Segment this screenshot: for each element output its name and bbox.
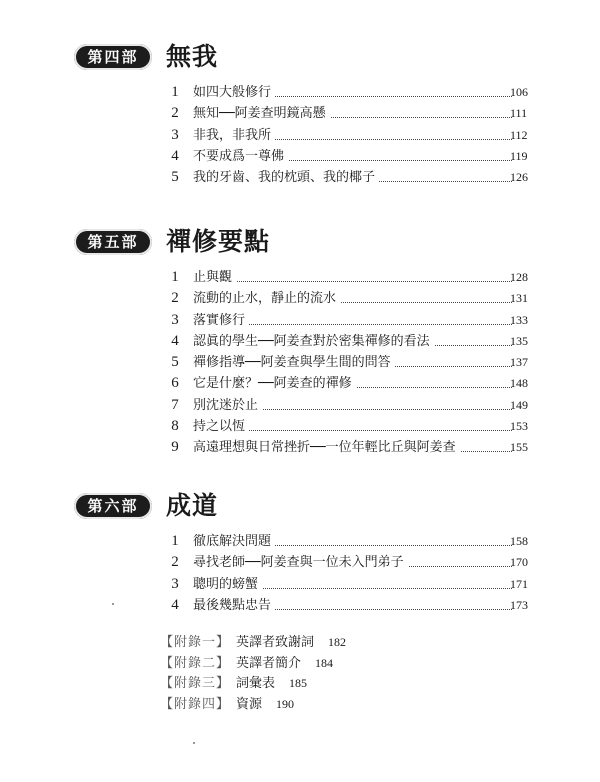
entry-title: 持之以恆 (193, 419, 249, 434)
entry-page: 173 (510, 597, 528, 612)
appendix-label: 【附錄四】 (160, 696, 231, 712)
entry-title: 落實修行 (193, 313, 249, 328)
appendix-title: 詞彙表 (236, 676, 276, 691)
appendix-label: 【附錄二】 (160, 655, 231, 671)
entry-page: 131 (510, 291, 528, 306)
entry-page: 158 (510, 534, 528, 548)
entry-title: 流動的止水，靜止的流水 (193, 291, 340, 306)
entry-title: 禪修指導──阿姜查與學生間的問答 (193, 355, 395, 370)
toc-entry[interactable] (0, 267, 600, 288)
entry-page: 126 (510, 170, 528, 185)
appendix-title: 英譯者致謝詞 (236, 635, 315, 650)
toc-entry[interactable] (0, 416, 600, 437)
entry-page: 112 (510, 127, 528, 142)
entry-title: 如四大般修行 (193, 85, 275, 100)
toc-entry[interactable] (0, 288, 600, 309)
entry-number: 5 (171, 354, 179, 371)
appendix-page: 185 (289, 676, 308, 690)
entry-title: 不要成爲一尊佛 (193, 149, 288, 164)
entry-number: 9 (171, 439, 179, 456)
appendix-entry[interactable] (160, 673, 520, 694)
entry-number: 4 (171, 596, 179, 613)
entry-title: 徹底解決問題 (193, 534, 275, 549)
part-badge: 第五部 (74, 229, 152, 255)
entry-page: 149 (510, 397, 528, 412)
entry-number: 3 (171, 126, 179, 143)
entry-number: 3 (171, 575, 179, 592)
toc-entry[interactable] (0, 531, 600, 552)
entry-page: 153 (510, 419, 528, 434)
toc-entries (0, 82, 600, 188)
toc-entry[interactable] (0, 146, 600, 167)
scan-speck (112, 603, 114, 605)
appendix-entry[interactable] (160, 694, 520, 715)
entry-page: 148 (510, 376, 528, 391)
entry-page: 119 (510, 148, 528, 163)
entry-page: 111 (510, 106, 528, 121)
entry-title: 尋找老師──阿姜查與一位未入門弟子 (193, 555, 408, 570)
entry-number: 7 (171, 396, 179, 413)
toc-entry[interactable] (0, 167, 600, 188)
appendix-page: 184 (315, 655, 334, 670)
entry-number: 6 (171, 375, 179, 392)
toc-entry[interactable] (0, 574, 600, 595)
toc-entry[interactable] (0, 310, 600, 331)
toc-entry[interactable] (0, 395, 600, 416)
part-header (0, 487, 600, 527)
entry-page: 135 (510, 333, 528, 348)
toc-entry[interactable] (0, 595, 600, 616)
part-title: 成道 (166, 491, 219, 520)
part-badge: 第六部 (74, 493, 152, 519)
entry-title: 別沈迷於止 (193, 398, 262, 413)
appendix-list (160, 632, 520, 714)
entry-number: 1 (171, 269, 179, 285)
toc-entry[interactable] (0, 352, 600, 373)
entry-title: 它是什麼？──阿姜查的禪修 (193, 376, 356, 391)
entry-page: 106 (510, 85, 528, 99)
part-header (0, 223, 600, 263)
appendix-page: 190 (276, 696, 295, 711)
entry-title: 最後幾點忠告 (193, 598, 275, 613)
entry-number: 2 (171, 290, 179, 307)
entry-number: 3 (171, 311, 179, 328)
entry-page: 128 (510, 270, 528, 284)
toc-entry[interactable] (0, 125, 600, 146)
entry-number: 8 (171, 418, 179, 435)
entry-page: 171 (510, 576, 528, 591)
toc-entry[interactable] (0, 373, 600, 394)
entry-page: 133 (510, 312, 528, 327)
appendix-label: 【附錄三】 (160, 676, 231, 691)
toc-entry[interactable] (0, 437, 600, 458)
part-header (0, 38, 600, 78)
entry-title: 止與觀 (193, 270, 236, 285)
appendix-label: 【附錄一】 (160, 635, 231, 650)
entry-title: 高遠理想與日常挫折──一位年輕比丘與阿姜查 (193, 440, 460, 455)
part-title: 無我 (166, 42, 219, 71)
entry-title: 無知──阿姜查明鏡高懸 (193, 106, 330, 121)
entry-title: 聰明的螃蟹 (193, 577, 262, 592)
toc-entries (0, 267, 600, 459)
toc-entry[interactable] (0, 82, 600, 103)
entry-page: 155 (510, 440, 528, 455)
entry-number: 5 (171, 169, 179, 186)
entry-number: 2 (171, 105, 179, 122)
entry-number: 2 (171, 554, 179, 571)
appendix-entry[interactable] (160, 653, 520, 674)
toc-entries (0, 531, 600, 616)
entry-number: 4 (171, 332, 179, 349)
toc-entry[interactable] (0, 331, 600, 352)
entry-title: 非我，非我所 (193, 128, 275, 143)
entry-title: 認眞的學生──阿姜查對於密集禪修的看法 (193, 334, 434, 349)
toc-entry[interactable] (0, 103, 600, 124)
scan-speck (193, 742, 195, 744)
entry-title: 我的牙齒、我的枕頭、我的椰子 (193, 170, 379, 185)
entry-number: 1 (171, 533, 179, 549)
entry-number: 1 (171, 84, 179, 100)
part-title: 禪修要點 (166, 227, 271, 256)
entry-page: 170 (510, 555, 528, 570)
appendix-entry[interactable] (160, 632, 520, 653)
appendix-title: 資源 (236, 696, 263, 712)
part-badge: 第四部 (74, 44, 152, 70)
entry-number: 4 (171, 147, 179, 164)
appendix-page: 182 (328, 635, 347, 649)
toc-entry[interactable] (0, 552, 600, 573)
entry-page: 137 (510, 355, 528, 370)
appendix-title: 英譯者簡介 (236, 655, 302, 671)
